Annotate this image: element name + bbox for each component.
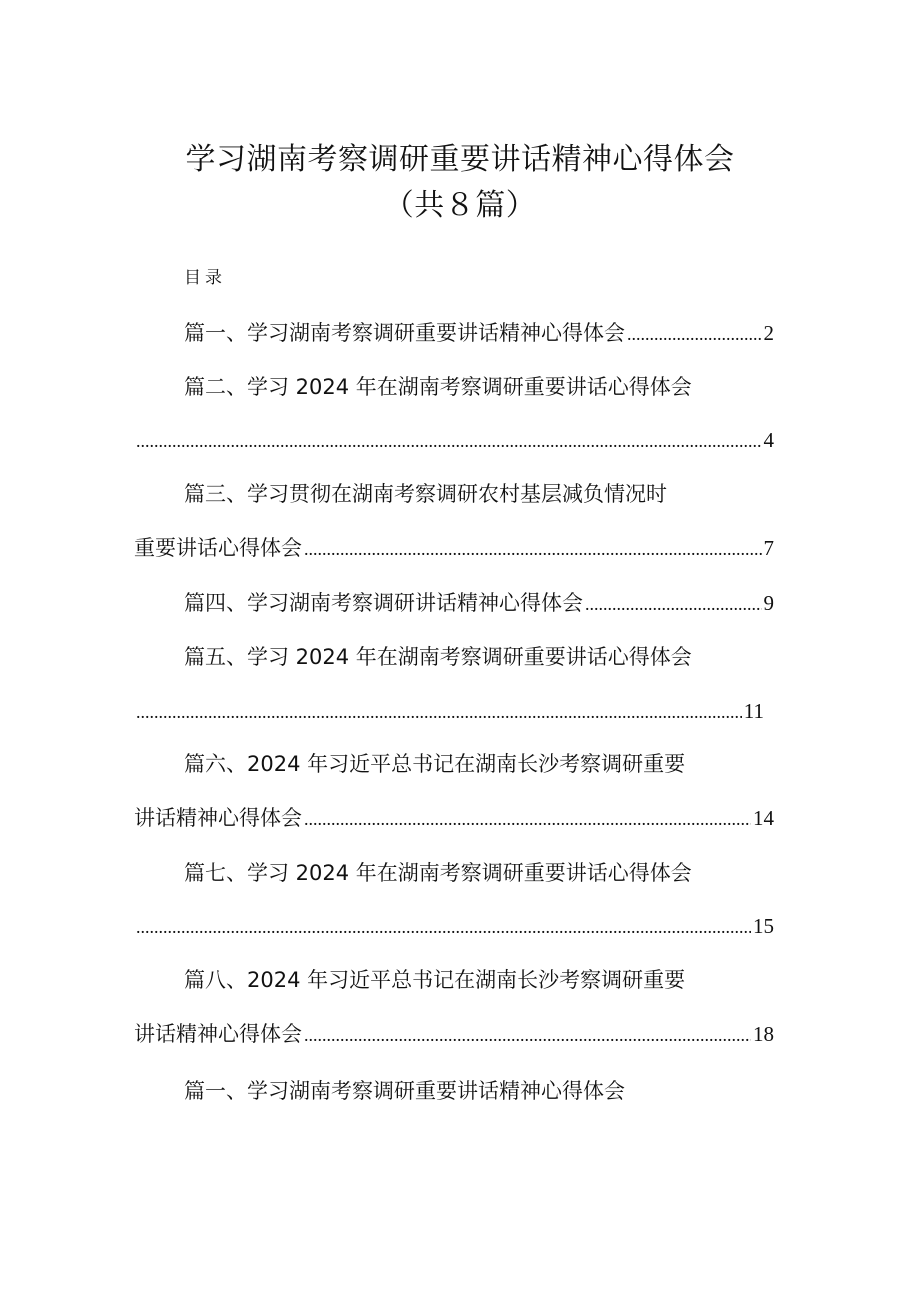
toc-entry-3-line2[interactable] <box>134 533 774 563</box>
toc-entry-6[interactable] <box>184 749 774 779</box>
toc-entry-text: 篇三、学习贯彻在湖南考察调研农村基层减负情况时 <box>184 482 667 506</box>
toc-entry-2[interactable] <box>184 372 774 402</box>
toc-label: 目录 <box>184 268 226 288</box>
toc-entry-1[interactable] <box>184 318 774 348</box>
toc-page-number: 4 <box>763 428 774 452</box>
toc-entry-text: 篇二、学习 2024 年在湖南考察调研重要讲话心得体会 <box>184 375 692 399</box>
toc-leader <box>136 912 751 942</box>
document-title: 学习湖南考察调研重要讲话精神心得体会 <box>185 142 735 177</box>
toc-entry-text: 篇六、2024 年习近平总书记在湖南长沙考察调研重要 <box>184 752 686 776</box>
toc-entry-2-leader-line[interactable] <box>134 425 774 455</box>
toc-entry-6-line2[interactable] <box>134 803 774 833</box>
toc-entry-7-leader-line[interactable] <box>134 911 774 941</box>
toc-leader <box>304 534 762 564</box>
toc-page-number: 11 <box>743 699 764 723</box>
toc-leader <box>136 426 762 456</box>
toc-leader <box>585 589 762 619</box>
toc-page-number: 9 <box>763 591 774 615</box>
toc-page-number: 7 <box>763 536 774 560</box>
toc-entry-7[interactable] <box>184 858 774 888</box>
toc-entry-text: 篇一、学习湖南考察调研重要讲话精神心得体会 <box>184 321 625 345</box>
toc-entry-5-leader-line[interactable] <box>134 696 764 726</box>
toc-page-number: 14 <box>753 806 774 830</box>
toc-entry-4[interactable] <box>184 588 774 618</box>
toc-page-number: 15 <box>753 914 774 938</box>
section-heading: 篇一、学习湖南考察调研重要讲话精神心得体会 <box>184 1079 625 1103</box>
toc-page-number: 18 <box>753 1022 774 1046</box>
toc-leader <box>304 804 751 834</box>
toc-leader <box>304 1020 751 1050</box>
toc-entry-text: 篇七、学习 2024 年在湖南考察调研重要讲话心得体会 <box>184 861 692 885</box>
toc-leader <box>627 319 762 349</box>
toc-entry-text: 篇四、学习湖南考察调研讲话精神心得体会 <box>184 591 583 615</box>
toc-entry-text: 篇八、2024 年习近平总书记在湖南长沙考察调研重要 <box>184 968 686 992</box>
toc-entry-8[interactable] <box>184 965 774 995</box>
toc-entry-text: 讲话精神心得体会 <box>134 1022 302 1046</box>
toc-entry-text: 重要讲话心得体会 <box>134 536 302 560</box>
toc-entry-text: 篇五、学习 2024 年在湖南考察调研重要讲话心得体会 <box>184 645 692 669</box>
toc-entry-3[interactable] <box>184 479 774 509</box>
toc-entry-5[interactable] <box>184 642 774 672</box>
toc-entry-text: 讲话精神心得体会 <box>134 806 302 830</box>
toc-entry-8-line2[interactable] <box>134 1019 774 1049</box>
document-subtitle: （共８篇） <box>383 188 537 223</box>
toc-leader <box>136 697 742 727</box>
toc-page-number: 2 <box>763 321 774 345</box>
